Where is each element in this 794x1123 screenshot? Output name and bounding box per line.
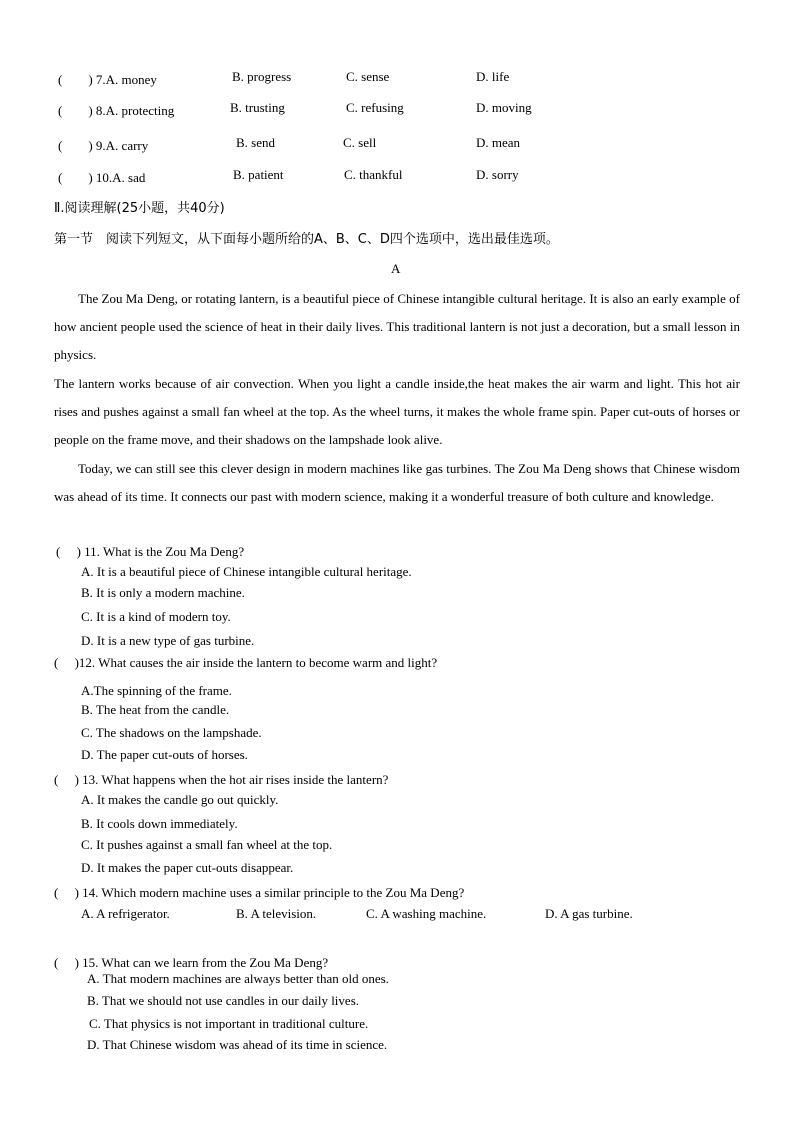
answer-option-a: A. A refrigerator.	[81, 906, 170, 921]
answer-option-a: A. It makes the candle go out quickly.	[81, 792, 279, 807]
passage-paragraph-1: The Zou Ma Deng, or rotating lantern, is a beautiful piece of Chinese intangible cultural heritage. It is also an early example of how ancient people used the science of heat in their daily lives. This traditional lantern is not just a decoration, but a small lesson in physics.	[54, 291, 740, 362]
answer-option-a: A.The spinning of the frame.	[81, 683, 232, 698]
cloze-option-b: B. progress	[232, 69, 292, 84]
cloze-question-9: ( ) 9.A. carry	[58, 138, 149, 153]
cloze-question-8: ( ) 8.A. protecting	[58, 103, 175, 118]
cloze-question-10: ( ) 10.A. sad	[58, 170, 146, 185]
answer-option-c: C. It pushes against a small fan wheel at the top.	[81, 837, 333, 852]
question-stem: ( ) 15. What can we learn from the Zou Ma Deng?	[54, 955, 329, 970]
answer-option-d: D. It makes the paper cut-outs disappear.	[81, 860, 294, 875]
answer-option-a: A. It is a beautiful piece of Chinese intangible cultural heritage.	[81, 564, 412, 579]
answer-option-d: D. That Chinese wisdom was ahead of its time in science.	[87, 1037, 388, 1052]
answer-option-b: B. It cools down immediately.	[81, 816, 238, 831]
question-stem: ( )12. What causes the air inside the lantern to become warm and light?	[54, 655, 438, 670]
answer-option-b: B. The heat from the candle.	[81, 702, 230, 717]
passage-paragraph-3: Today, we can still see this clever design in modern machines like gas turbines. The Zou Ma Deng shows that Chinese wisdom was ahead of its time. It connects our past with modern science, making it a wonderful treasure of both culture and knowledge.	[54, 461, 740, 504]
answer-option-b: B. It is only a modern machine.	[81, 585, 245, 600]
cloze-option-d: D. mean	[476, 135, 521, 150]
answer-option-d: D. It is a new type of gas turbine.	[81, 633, 255, 648]
section-title: Ⅱ.阅读理解(25小题，共40分)	[54, 201, 225, 216]
question-stem: ( ) 14. Which modern machine uses a similar principle to the Zou Ma Deng?	[54, 885, 465, 900]
cloze-option-c: C. refusing	[346, 100, 404, 115]
answer-option-b: B. A television.	[236, 906, 317, 921]
answer-option-b: B. That we should not use candles in our daily lives.	[87, 993, 359, 1008]
cloze-option-b: B. send	[236, 135, 275, 150]
question-stem: ( ) 11. What is the Zou Ma Deng?	[56, 544, 245, 559]
cloze-option-d: D. life	[476, 69, 510, 84]
answer-option-c: C. A washing machine.	[366, 906, 487, 921]
cloze-option-b: B. patient	[233, 167, 284, 182]
answer-option-c: C. It is a kind of modern toy.	[81, 609, 231, 624]
answer-option-a: A. That modern machines are always better than old ones.	[87, 971, 389, 986]
instruction: 第一节 阅读下列短文，从下面每小题所给的A、B、C、D四个选项中，选出最佳选项。	[54, 232, 559, 247]
answer-option-c: C. That physics is not important in traditional culture.	[89, 1016, 369, 1031]
answer-option-d: D. The paper cut-outs of horses.	[81, 747, 248, 762]
answer-option-d: D. A gas turbine.	[545, 906, 633, 921]
cloze-option-d: D. sorry	[476, 167, 519, 182]
cloze-option-c: C. thankful	[344, 167, 403, 182]
cloze-option-c: C. sell	[343, 135, 377, 150]
cloze-question-7: ( ) 7.A. money	[58, 72, 157, 87]
passage-paragraph-2: The lantern works because of air convection. When you light a candle inside,the heat makes the air warm and light. This hot air rises and pushes against a small fan wheel at the top. As the wheel turns, it makes the whole frame spin. Paper cut-outs of horses or people on the frame move, and their shadows on the lampshade look alive.	[54, 376, 740, 447]
cloze-option-d: D. moving	[476, 100, 532, 115]
passage-letter: A	[391, 261, 401, 276]
cloze-option-b: B. trusting	[230, 100, 285, 115]
cloze-option-c: C. sense	[346, 69, 390, 84]
question-stem: ( ) 13. What happens when the hot air rises inside the lantern?	[54, 772, 389, 787]
answer-option-c: C. The shadows on the lampshade.	[81, 725, 262, 740]
